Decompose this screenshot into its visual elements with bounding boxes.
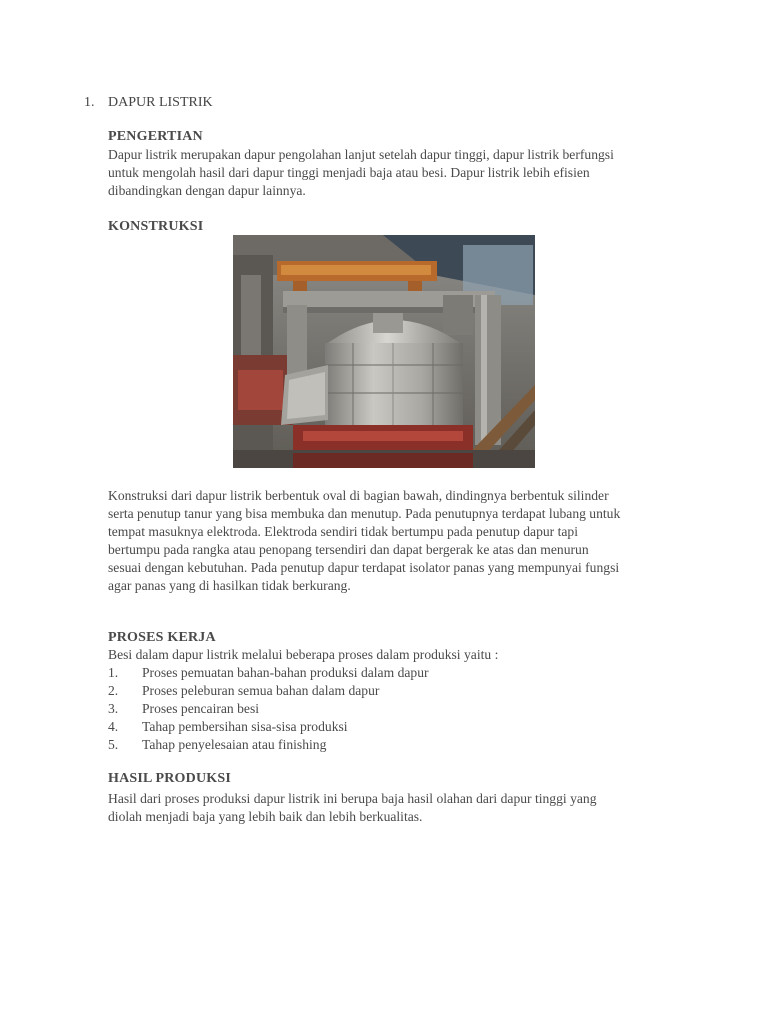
paragraph-line: Konstruksi dari dapur listrik berbentuk oval di bagian bawah, dindingnya berbentuk silinder <box>108 488 609 503</box>
list-item-number: 3. <box>108 701 119 716</box>
heading-title: DAPUR LISTRIK <box>108 95 213 110</box>
section-title-pengertian: PENGERTIAN <box>108 129 203 144</box>
paragraph-line: dibandingkan dengan dapur lainnya. <box>108 183 306 198</box>
process-steps-list <box>108 664 429 754</box>
paragraph-line: Dapur listrik merupakan dapur pengolahan lanjut setelah dapur tinggi, dapur listrik berfungsi <box>108 147 614 162</box>
list-item-number: 1. <box>108 665 119 680</box>
list-item-number: 4. <box>108 719 119 734</box>
section-title-hasil-produksi: HASIL PRODUKSI <box>108 771 231 786</box>
list-item <box>108 700 429 718</box>
paragraph-line: bertumpu pada rangka atau penopang tersendiri dan dapat bergerak ke atas dan menurun <box>108 542 589 557</box>
paragraph-pengertian <box>108 146 688 200</box>
list-item-number: 5. <box>108 737 119 752</box>
paragraph-line: tempat masuknya elektroda. Elektroda sendiri tidak bertumpu pada penutup dapur tapi <box>108 524 578 539</box>
paragraph-line: sesuai dengan kebutuhan. Pada penutup dapur terdapat isolator panas yang mempunyai fungsi <box>108 560 620 575</box>
paragraph-line: diolah menjadi baja yang lebih baik dan lebih berkualitas. <box>108 809 423 824</box>
list-item <box>108 718 429 736</box>
paragraph-line: serta penutup tanur yang bisa membuka dan menutup. Pada penutupnya terdapat lubang untuk <box>108 506 621 521</box>
paragraph-konstruksi <box>108 487 688 595</box>
paragraph-hasil-produksi <box>108 790 688 826</box>
paragraph-line: untuk mengolah hasil dari dapur tinggi menjadi baja atau besi. Dapur listrik lebih efisien <box>108 165 590 180</box>
paragraph-line: Hasil dari proses produksi dapur listrik ini berupa baja hasil olahan dari dapur tinggi yang <box>108 791 597 806</box>
paragraph-line: agar panas yang di hasilkan tidak berkurang. <box>108 578 351 593</box>
list-item-text: Proses pemuatan bahan-bahan produksi dalam dapur <box>142 665 429 680</box>
list-item-text: Tahap penyelesaian atau finishing <box>142 737 327 752</box>
list-item <box>108 664 429 682</box>
list-item-number: 2. <box>108 683 119 698</box>
document-heading <box>84 94 213 112</box>
section-title-proses-kerja: PROSES KERJA <box>108 630 216 645</box>
list-item-text: Tahap pembersihan sisa-sisa produksi <box>142 719 348 734</box>
furnace-photo <box>233 235 535 468</box>
heading-number: 1. <box>84 95 95 110</box>
paragraph-line: Besi dalam dapur listrik melalui beberapa proses dalam produksi yaitu : <box>108 647 499 662</box>
section-title-konstruksi: KONSTRUKSI <box>108 219 204 234</box>
list-item <box>108 682 429 700</box>
list-item <box>108 736 429 754</box>
list-item-text: Proses pencairan besi <box>142 701 260 716</box>
list-item-text: Proses peleburan semua bahan dalam dapur <box>142 683 380 698</box>
paragraph-proses-intro <box>108 646 688 664</box>
